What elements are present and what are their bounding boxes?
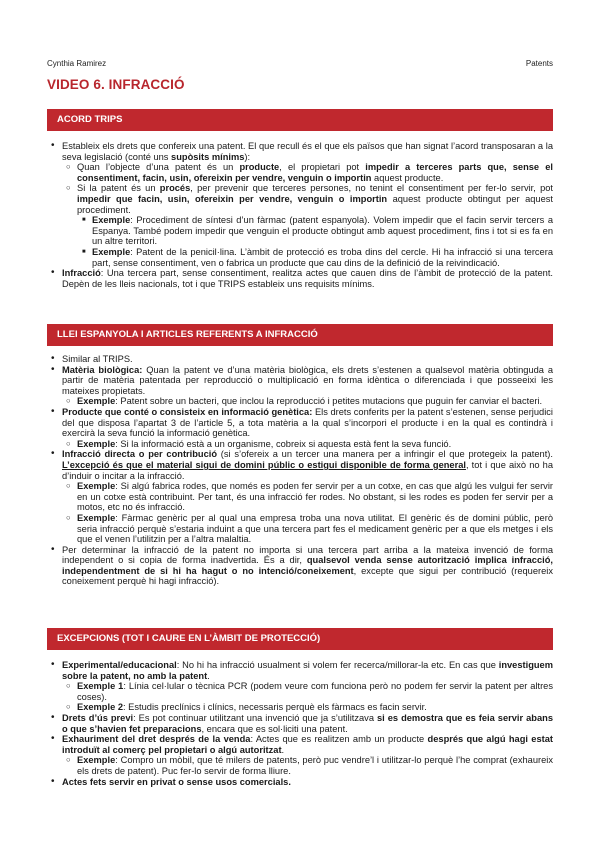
section-heading-llei-espanyola: LLEI ESPANYOLA I ARTICLES REFERENTS A INFRACCIÓ — [47, 324, 553, 346]
text-run: : Línia cel·lular o tècnica PCR (podem veure com funciona però no podem fer servir la patent per altres coses). — [77, 681, 553, 702]
text-run: Exemple 1 — [77, 681, 124, 692]
text-run: , tot i que això no ha d’induir o incitar a la infracció. — [62, 459, 554, 481]
list-item — [47, 407, 553, 449]
list-item — [77, 215, 553, 247]
text-run: producte — [239, 162, 280, 173]
document-title: VIDEO 6. INFRACCIÓ — [47, 77, 185, 92]
text-run: procés — [159, 183, 191, 194]
text-run: Exemple — [77, 512, 116, 523]
text-run: Exemple 2 — [77, 702, 123, 713]
text-run: Infracció directa o per contribució — [62, 449, 218, 460]
text-run: Producte que conté o consisteix en informació genètica: — [62, 406, 313, 417]
text-run: Matèria biològica: — [62, 364, 143, 375]
text-run: aquest producte. — [371, 172, 444, 183]
list-item — [47, 660, 553, 713]
bullet-list-level-1 — [47, 141, 553, 289]
section-body-excepcions — [47, 660, 553, 787]
text-run: investiguem sobre la patent, no amb la patent — [62, 660, 553, 681]
text-run: , encara que es sol·liciti una patent. — [201, 723, 348, 734]
text-run: , el propietari pot — [279, 162, 366, 173]
text-run: : Estudis preclínics i clínics, necessaris perquè els fàrmacs es facin servir. — [123, 702, 427, 713]
list-item — [47, 734, 553, 776]
text-run: : Compro un mòbil, que té milers de patents, però puc vendre’l i utilitzar-lo perquè l’he comprat (exhaureix els drets de patent). Puc fer-lo servir de forma lliure. — [77, 755, 553, 776]
text-run: : Es pot continuar utilitzant una invenció que ja s’utilitzava — [133, 712, 377, 723]
header-author: Cynthia Ramirez — [47, 59, 107, 68]
list-item — [47, 354, 553, 365]
list-item — [47, 713, 553, 734]
text-run: Exemple — [77, 481, 116, 492]
section-body-llei-espanyola — [47, 354, 553, 587]
text-run: Exemple — [92, 215, 131, 226]
page-header — [47, 59, 553, 68]
section-heading-acord-trips: ACORD TRIPS — [47, 109, 553, 131]
text-run: Exemple — [77, 396, 116, 407]
list-item — [47, 365, 553, 407]
list-item — [62, 681, 553, 702]
text-run: L’excepció és que el material sigui de domini públic o estigui disponible de forma general — [62, 459, 466, 470]
bullet-list-level-2 — [62, 481, 553, 545]
list-item — [62, 439, 553, 450]
text-run: , excepte que sigui per contribució (requereix coneixement perquè hi hagi infracció). — [62, 565, 553, 587]
text-run: . — [207, 670, 210, 681]
text-run: : Si algú fabrica rodes, que només es poden fer servir per a un cotxe, en cas que algú les vulgui fer servir en un cotxe està contribuint. Per tant, és una infracció fer rodes. No obstant, si les rodes es poden fer servir per a motos, etc no és infracció. — [77, 481, 553, 513]
text-run: : No hi ha infracció usualment si volem fer recerca/millorar-la etc. En cas que — [176, 660, 499, 670]
bullet-list-level-2 — [62, 755, 553, 776]
bullet-list-level-2 — [62, 396, 553, 407]
text-run: : Actes que es realitzen amb un producte — [250, 734, 428, 745]
text-run: Exhauriment del dret després de la venda — [62, 734, 251, 745]
text-run: Si la patent és un — [77, 183, 160, 194]
text-run: ): — [244, 151, 251, 162]
text-run: Actes fets servir en privat o sense usos comercials. — [62, 776, 291, 787]
text-run: : Si la informació està a un organisme, cobreix si aquesta està fent la seva funció. — [115, 438, 452, 449]
list-item — [47, 777, 553, 788]
text-run: : Una tercera part, sense consentiment, realitza actes que cauen dins de l’àmbit de protecció de la patent. Depèn de les lleis nacionals, tot i que TRIPS estableix uns requisits mínims. — [62, 268, 553, 289]
text-run: , per prevenir que terceres persones, no tenint el consentiment per fer-lo servir, pot — [190, 183, 553, 194]
header-subject: Patents — [525, 59, 553, 68]
text-run: Drets d’ús previ — [62, 712, 134, 723]
text-run: aquest producte obtingut per aquest procediment. — [77, 193, 553, 215]
text-run: (si s’ofereix a un tercer una manera per a infringir el que protegeix la patent). — [217, 449, 553, 460]
bullet-list-level-3 — [77, 215, 553, 268]
list-item — [47, 449, 553, 544]
list-item — [62, 396, 553, 407]
bullet-list-level-2 — [62, 162, 553, 268]
text-run: Estableix els drets que confereix una patent. El que recull és el que els països que han signat l’acord transposaran a la seva legislació (conté uns — [62, 141, 553, 162]
list-item — [47, 545, 553, 587]
text-run: : Fàrmac genèric per al qual una empresa troba una nova utilitat. El genèric és de domini públic, però seria infracció perquè s’estaria induint a que una tercera part fes el medicament genèric per a que els metges i els que el venen l’utilitzin per a l’altra malaltia. — [77, 512, 553, 545]
text-run: : Patent de la penicil·lina. L’àmbit de protecció es troba dins del cercle. Hi ha infracció si una tercera part, sense consentiment, ven o fabrica un producte que cau dins de la definició de la reivindicació. — [92, 246, 553, 268]
section-body-acord-trips — [47, 141, 553, 289]
text-run: qualsevol venda sense autorització implica infracció, independentment de si hi ha hagut o no intenció/coneixement — [62, 555, 553, 576]
text-run: Quan la patent ve d’una matèria biològica, els drets s’estenen a qualsevol matèria obtinguda a partir de matèria patentada per reproducció o multiplicació en forma idèntica o diferenciada i que posseeixi les mateixes propietats. — [62, 364, 553, 396]
list-item — [47, 268, 553, 289]
list-item — [62, 755, 553, 776]
text-run: impedir que facin, usin, ofereixin per vendre, venguin o importin — [77, 193, 388, 204]
list-item — [62, 183, 553, 268]
list-item — [62, 162, 553, 183]
text-run: Exemple — [92, 246, 131, 257]
text-run: Infracció — [62, 268, 101, 279]
section-heading-excepcions: EXCEPCIONS (TOT I CAURE EN L’ÀMBIT DE PROTECCIÓ) — [47, 628, 553, 650]
text-run: Similar al TRIPS. — [62, 354, 133, 364]
list-item — [62, 702, 553, 713]
text-run: Exemple — [77, 755, 116, 766]
text-run: Els drets conferits per la patent s’estenen, sense perjudici del que disposa l’apartat 3 de l’article 5, a tota matèria a la qual s’incorpori el producte i en la qual es contindrà i exercirà la seva funció la informació genètica. — [62, 406, 553, 439]
text-run: si es demostra que es feia servir abans o que s’havien fet preparacions — [62, 712, 553, 734]
bullet-list-level-2 — [62, 439, 553, 450]
text-run: Experimental/educacional — [62, 660, 177, 670]
text-run: després que algú hagi estat introduït al comerç pel propietari o algú autoritzat — [62, 734, 554, 755]
text-run: Quan l’objecte d’una patent és un — [77, 162, 240, 173]
text-run: Exemple — [77, 438, 116, 449]
text-run: : Patent sobre un bacteri, que inclou la reproducció i petites mutacions que puguin fer canviar el bacteri. — [115, 396, 543, 407]
list-item — [62, 513, 553, 545]
bullet-list-level-1 — [47, 660, 553, 787]
text-run: supòsits mínims — [171, 151, 245, 162]
list-item — [77, 247, 553, 268]
text-run: : Procediment de síntesi d’un fàrmac (patent espanyola). Volem impedir que el facin servir tercers a Espanya. També podem impedir que venguin el producte obtingut amb aquest procediment, fins i tot si es fa en un altre territori. — [92, 215, 553, 247]
text-run: Per determinar la infracció de la patent no importa si una tercera part arriba a la mateixa invenció de forma independent o si copia de forma inadvertida. És a dir, — [62, 544, 553, 566]
bullet-list-level-1 — [47, 354, 553, 587]
list-item — [62, 481, 553, 513]
list-item — [47, 141, 553, 268]
bullet-list-level-2 — [62, 681, 553, 713]
text-run: . — [281, 744, 285, 755]
text-run: impedir a terceres parts que, sense el consentiment, facin, usin, ofereixin per vendre, venguin o importin — [77, 162, 553, 183]
